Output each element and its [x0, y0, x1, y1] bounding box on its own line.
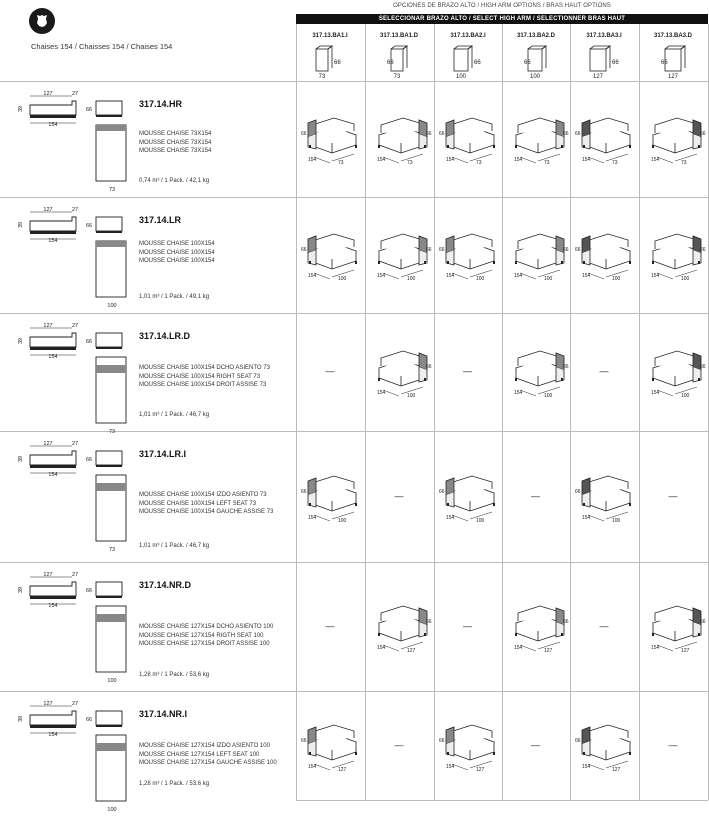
combination-drawing	[369, 342, 431, 409]
arm-depth-label: 127	[592, 74, 604, 80]
dimension-label: 66	[575, 247, 581, 253]
product-code: 317.14.LR	[139, 215, 182, 225]
leather-hide-icon	[34, 13, 50, 29]
dimension-label: 154	[514, 644, 523, 651]
row-divider	[296, 800, 708, 801]
combination-drawing	[506, 342, 568, 409]
dimension-label: 154	[582, 273, 591, 279]
high-arm-drawing	[584, 42, 628, 85]
product-code: 317.14.LR.I	[139, 449, 187, 459]
dimension-label: 66	[426, 618, 432, 625]
dimension-label: 73	[108, 187, 116, 193]
dimension-label: 73	[681, 160, 687, 166]
dimension-label: 66	[439, 488, 445, 495]
dimension-label: 154	[582, 157, 591, 163]
dimension-label: 154	[308, 157, 317, 163]
dimension-label: 154	[48, 122, 58, 128]
options-title: OPCIONES DE BRAZO ALTO / HIGH ARM OPTIONS / BRAS HAUT OPTIONS	[393, 3, 611, 9]
options-bar: SELECCIONAR BRAZO ALTO / SELECT HIGH ARM / SELECTIONNER BRAS HAUT	[296, 14, 708, 24]
arm-option-code: 317.13.BA2.I	[450, 33, 486, 39]
combination-drawing	[438, 225, 500, 292]
dimension-label: 154	[377, 157, 386, 163]
series-title: Chaises 154 / Chaisses 154 / Chaises 154	[31, 42, 173, 51]
product-description	[139, 623, 273, 649]
combination-drawing	[438, 467, 500, 534]
column-divider	[434, 24, 435, 800]
combination-drawing	[643, 597, 705, 664]
pack-info: 1,01 m³ / 1 Pack. / 46,7 kg	[139, 412, 210, 418]
product-code: 317.14.NR.I	[139, 709, 188, 719]
description-line: MOUSSE CHAISE 127X154 GAUCHE ASSISE 100	[139, 760, 277, 767]
dimension-label: 154	[514, 157, 523, 163]
dimension-label: 27	[71, 207, 79, 213]
dimension-label: 66	[86, 717, 93, 723]
dimension-label: 154	[308, 273, 317, 279]
dimension-label: 154	[582, 763, 591, 770]
dimension-label: 66	[439, 737, 445, 744]
arm-option-code: 317.13.BA1.I	[312, 33, 348, 39]
dimension-label: 100	[107, 303, 117, 309]
dimension-label: 100	[612, 276, 621, 282]
side-view-drawing	[18, 441, 84, 482]
description-line: MOUSSE CHAISE 127X154 DROIT ASSISE 100	[139, 641, 270, 648]
dimension-label: 66	[575, 737, 581, 744]
combination-drawing	[574, 467, 636, 534]
dimension-label: 100	[476, 517, 485, 524]
dimension-label: 66	[563, 131, 569, 137]
arm-option-code: 317.13.BA3.D	[653, 33, 693, 39]
dimension-label: 66	[439, 247, 445, 253]
dimension-label: 154	[48, 603, 58, 609]
dimension-label: 154	[446, 763, 455, 770]
combination-drawing	[438, 109, 500, 176]
high-arm-drawing	[310, 42, 354, 85]
not-available-mark: —	[599, 620, 609, 631]
product-description	[139, 491, 273, 517]
high-arm-drawing	[379, 42, 423, 85]
side-view-drawing	[18, 701, 84, 742]
dimension-label: 66	[86, 457, 93, 463]
dimension-label: 154	[651, 390, 660, 396]
dimension-label: 127	[43, 91, 53, 97]
not-available-mark: —	[668, 739, 678, 750]
combination-drawing	[300, 716, 362, 783]
dimension-label: 154	[651, 644, 660, 651]
not-available-mark: —	[668, 490, 678, 501]
dimension-label: 27	[71, 91, 79, 97]
combination-drawing	[369, 225, 431, 292]
arm-height-label: 66	[612, 60, 619, 66]
dimension-label: 66	[301, 737, 307, 744]
dimension-label: 66	[426, 364, 432, 370]
dimension-label: 127	[612, 766, 621, 773]
dimension-label: 154	[514, 273, 523, 279]
arm-option-code: 317.13.BA3.I	[586, 33, 622, 39]
product-description	[139, 364, 270, 390]
not-available-mark: —	[531, 739, 540, 750]
combination-drawing	[506, 597, 568, 664]
column-divider	[639, 24, 640, 800]
dimension-label: 66	[86, 107, 93, 113]
dimension-label: 127	[544, 647, 553, 654]
dimension-label: 154	[48, 238, 58, 244]
pack-info: 0,74 m³ / 1 Pack. / 42,1 kg	[139, 178, 210, 184]
product-code: 317.14.NR.D	[139, 580, 192, 590]
side-view-drawing	[18, 572, 84, 613]
product-description	[139, 130, 211, 156]
dimension-label: 66	[301, 488, 307, 495]
dimension-label: 154	[446, 273, 455, 279]
dimension-label: 100	[544, 393, 553, 399]
dimension-label: 154	[377, 390, 386, 396]
dimension-label: 66	[86, 588, 93, 594]
dimension-label: 100	[407, 393, 416, 399]
dimension-label: 39	[18, 337, 24, 344]
side-view-drawing	[18, 323, 84, 364]
pack-info: 1,01 m³ / 1 Pack. / 49,1 kg	[139, 294, 210, 300]
dimension-label: 154	[377, 644, 386, 651]
dimension-label: 100	[338, 276, 347, 282]
dimension-label: 154	[446, 514, 455, 521]
column-divider	[365, 24, 366, 800]
description-line: MOUSSE CHAISE 127X154 LEFT SEAT 100	[139, 751, 260, 758]
dimension-label: 127	[407, 647, 416, 654]
not-available-mark: —	[531, 490, 540, 501]
description-line: MOUSSE CHAISE 73X154	[139, 139, 212, 146]
dimension-label: 127	[681, 647, 690, 654]
dimension-label: 127	[338, 766, 347, 773]
not-available-mark: —	[325, 366, 335, 376]
dimension-label: 66	[301, 247, 307, 253]
row-divider	[0, 562, 708, 563]
dimension-label: 154	[48, 732, 58, 738]
dimension-label: 154	[514, 390, 523, 396]
product-description	[139, 742, 277, 768]
arm-height-label: 66	[661, 60, 668, 66]
dimension-label: 100	[107, 807, 117, 813]
dimension-label: 154	[651, 157, 660, 163]
dimension-label: 100	[407, 276, 416, 282]
dimension-label: 66	[700, 131, 706, 137]
dimension-label: 66	[426, 131, 432, 137]
dimension-label: 154	[651, 273, 660, 279]
dimension-label: 154	[48, 354, 58, 360]
product-code: 317.14.HR	[139, 99, 183, 109]
not-available-mark: —	[463, 620, 472, 631]
dimension-label: 66	[563, 364, 569, 370]
arm-height-label: 66	[524, 60, 531, 66]
column-divider	[296, 24, 297, 800]
dimension-label: 27	[71, 572, 79, 578]
side-view-drawing	[18, 91, 84, 132]
dimension-label: 66	[700, 364, 706, 370]
description-line: MOUSSE CHAISE 100X154	[139, 241, 215, 247]
description-line: MOUSSE CHAISE 100X154 IZDO ASIENTO 73	[139, 492, 267, 498]
dimension-label: 127	[43, 323, 53, 329]
dimension-label: 66	[563, 247, 569, 253]
combination-drawing	[574, 716, 636, 783]
combination-drawing	[300, 109, 362, 176]
pack-info: 1,01 m³ / 1 Pack. / 46,7 kg	[139, 543, 210, 549]
dimension-label: 100	[612, 517, 621, 524]
dimension-label: 66	[86, 339, 93, 345]
arm-height-label: 66	[474, 60, 481, 66]
description-line: MOUSSE CHAISE 127X154 RIGTH SEAT 100	[139, 632, 264, 639]
not-available-mark: —	[463, 366, 472, 376]
combination-drawing	[300, 467, 362, 534]
dimension-label: 39	[18, 586, 24, 593]
dimension-label: 154	[446, 157, 455, 163]
arm-height-label: 66	[387, 60, 394, 66]
description-line: MOUSSE CHAISE 73X154	[139, 131, 212, 137]
dimension-label: 27	[71, 323, 79, 329]
dimension-label: 100	[681, 276, 690, 282]
not-available-mark: —	[394, 490, 404, 501]
combination-drawing	[643, 109, 705, 176]
row-divider	[0, 691, 708, 692]
dimension-label: 66	[301, 131, 307, 137]
arm-depth-label: 100	[529, 74, 541, 80]
description-line: MOUSSE CHAISE 100X154 DROIT ASSISE 73	[139, 382, 267, 389]
plan-view-drawing	[94, 604, 134, 689]
arm-option-code: 317.13.BA1.D	[379, 33, 419, 39]
product-description	[139, 240, 215, 266]
not-available-mark: —	[325, 620, 335, 631]
pack-info: 1,28 m³ / 1 Pack. / 53,6 kg	[139, 672, 210, 678]
high-arm-drawing	[516, 42, 560, 85]
plan-view-drawing	[94, 355, 134, 440]
combination-drawing	[643, 342, 705, 409]
dimension-label: 73	[407, 160, 413, 166]
dimension-label: 39	[18, 105, 24, 112]
description-line: MOUSSE CHAISE 100X154	[139, 258, 215, 265]
dimension-label: 27	[71, 441, 79, 447]
combination-drawing	[506, 225, 568, 292]
arm-depth-label: 100	[455, 74, 467, 80]
product-code: 317.14.LR.D	[139, 331, 191, 341]
description-line: MOUSSE CHAISE 127X154 DCHO ASIENTO 100	[139, 624, 274, 630]
dimension-label: 154	[377, 273, 386, 279]
combination-drawing	[574, 225, 636, 292]
not-available-mark: —	[394, 739, 404, 750]
high-arm-drawing	[448, 42, 492, 85]
dimension-label: 66	[700, 247, 706, 253]
arm-depth-label: 127	[667, 74, 679, 80]
description-line: MOUSSE CHAISE 100X154 RIGHT SEAT 73	[139, 373, 261, 380]
dimension-label: 39	[18, 455, 24, 462]
dimension-label: 100	[107, 678, 117, 684]
dimension-label: 73	[544, 160, 550, 166]
dimension-label: 100	[338, 517, 347, 524]
combination-drawing	[300, 225, 362, 292]
description-line: MOUSSE CHAISE 100X154 GAUCHE ASSISE 73	[139, 509, 274, 516]
plan-view-drawing	[94, 473, 134, 558]
dimension-label: 66	[700, 618, 706, 625]
dimension-label: 154	[308, 514, 317, 521]
dimension-label: 127	[43, 441, 53, 447]
arm-depth-label: 73	[318, 74, 326, 80]
dimension-label: 154	[308, 763, 317, 770]
dimension-label: 66	[439, 131, 445, 137]
dimension-label: 73	[338, 160, 344, 166]
brand-logo	[29, 8, 55, 34]
dimension-label: 100	[681, 393, 690, 399]
dimension-label: 39	[18, 715, 24, 722]
description-line: MOUSSE CHAISE 100X154 DCHO ASIENTO 73	[139, 365, 270, 371]
combination-drawing	[643, 225, 705, 292]
dimension-label: 154	[582, 514, 591, 521]
dimension-label: 154	[48, 472, 58, 478]
description-line: MOUSSE CHAISE 100X154 LEFT SEAT 73	[139, 500, 257, 507]
dimension-label: 73	[612, 160, 618, 166]
dimension-label: 73	[476, 160, 482, 166]
dimension-label: 66	[575, 131, 581, 137]
dimension-label: 73	[108, 547, 116, 553]
description-line: MOUSSE CHAISE 127X154 IZDO ASIENTO 100	[139, 743, 270, 749]
dimension-label: 100	[476, 276, 485, 282]
side-view-drawing	[18, 207, 84, 248]
combination-drawing	[438, 716, 500, 783]
plan-view-drawing	[94, 733, 134, 818]
dimension-label: 27	[71, 701, 79, 707]
dimension-label: 127	[43, 207, 53, 213]
combination-drawing	[574, 109, 636, 176]
dimension-label: 39	[18, 221, 24, 228]
plan-view-drawing	[94, 239, 134, 314]
dimension-label: 73	[108, 429, 116, 435]
dimension-label: 66	[86, 223, 93, 229]
plan-view-drawing	[94, 123, 134, 198]
dimension-label: 66	[575, 488, 581, 495]
not-available-mark: —	[599, 366, 609, 376]
dimension-label: 127	[43, 701, 53, 707]
column-divider	[570, 24, 571, 800]
combination-drawing	[369, 597, 431, 664]
pack-info: 1,28 m³ / 1 Pack. / 53,6 kg	[139, 781, 210, 787]
description-line: MOUSSE CHAISE 100X154	[139, 249, 215, 256]
dimension-label: 66	[426, 247, 432, 253]
dimension-label: 100	[544, 276, 553, 282]
description-line: MOUSSE CHAISE 73X154	[139, 148, 212, 155]
column-divider	[502, 24, 503, 800]
combination-drawing	[506, 109, 568, 176]
arm-option-code: 317.13.BA2.D	[516, 33, 556, 39]
arm-height-label: 66	[334, 60, 341, 66]
high-arm-drawing	[653, 42, 697, 85]
dimension-label: 127	[43, 572, 53, 578]
dimension-label: 127	[476, 766, 485, 773]
arm-depth-label: 73	[393, 74, 401, 80]
dimension-label: 66	[563, 618, 569, 625]
combination-drawing	[369, 109, 431, 176]
